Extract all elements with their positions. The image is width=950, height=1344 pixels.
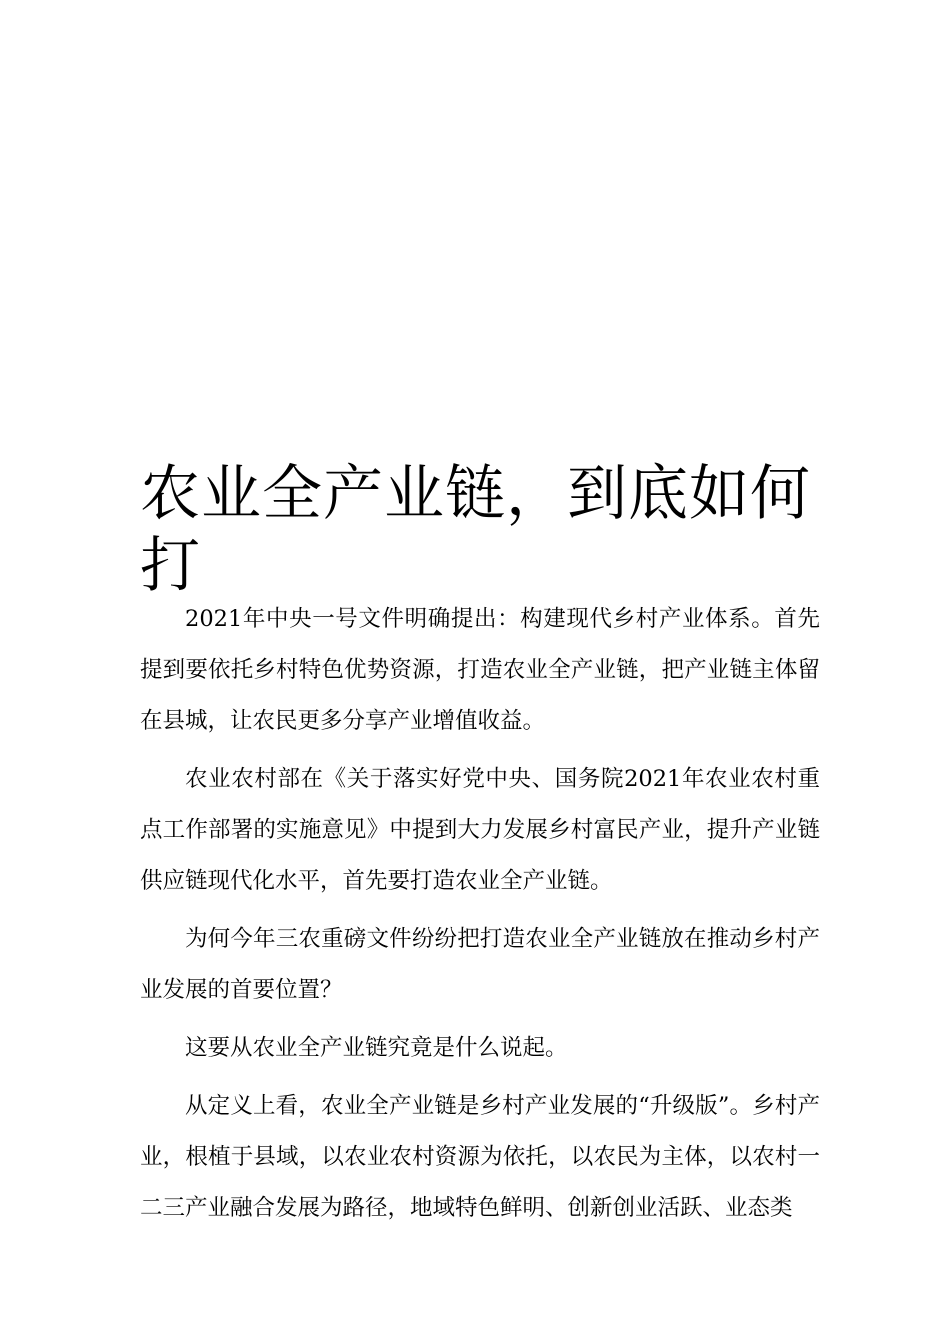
document-title: 农业全产业链，到底如何打 xyxy=(140,459,811,601)
paragraph: 农业农村部在《关于落实好党中央、国务院2021年农业农村重点工作部署的实施意见》中提到大力发展乡村富民产业，提升产业链供应链现代化水平，首先要打造农业全产业链。 xyxy=(140,766,820,894)
paragraph: 为何今年三农重磅文件纷纷把打造农业全产业链放在推动乡村产业发展的首要位置？ xyxy=(140,926,820,1003)
paragraph: 这要从农业全产业链究竟是什么说起。 xyxy=(185,1035,568,1061)
paragraph: 2021年中央一号文件明确提出：构建现代乡村产业体系。首先提到要依托乡村特色优势资源，打造农业全产业链，把产业链主体留在县城，让农民更多分享产业增值收益。 xyxy=(140,606,820,734)
document-body xyxy=(140,594,820,1241)
paragraph: 从定义上看，农业全产业链是乡村产业发展的“升级版”。乡村产业，根植于县域，以农业农村资源为依托，以农民为主体，以农村一二三产业融合发展为路径，地域特色鲜明、创新创业活跃、业态类 xyxy=(140,1093,820,1221)
